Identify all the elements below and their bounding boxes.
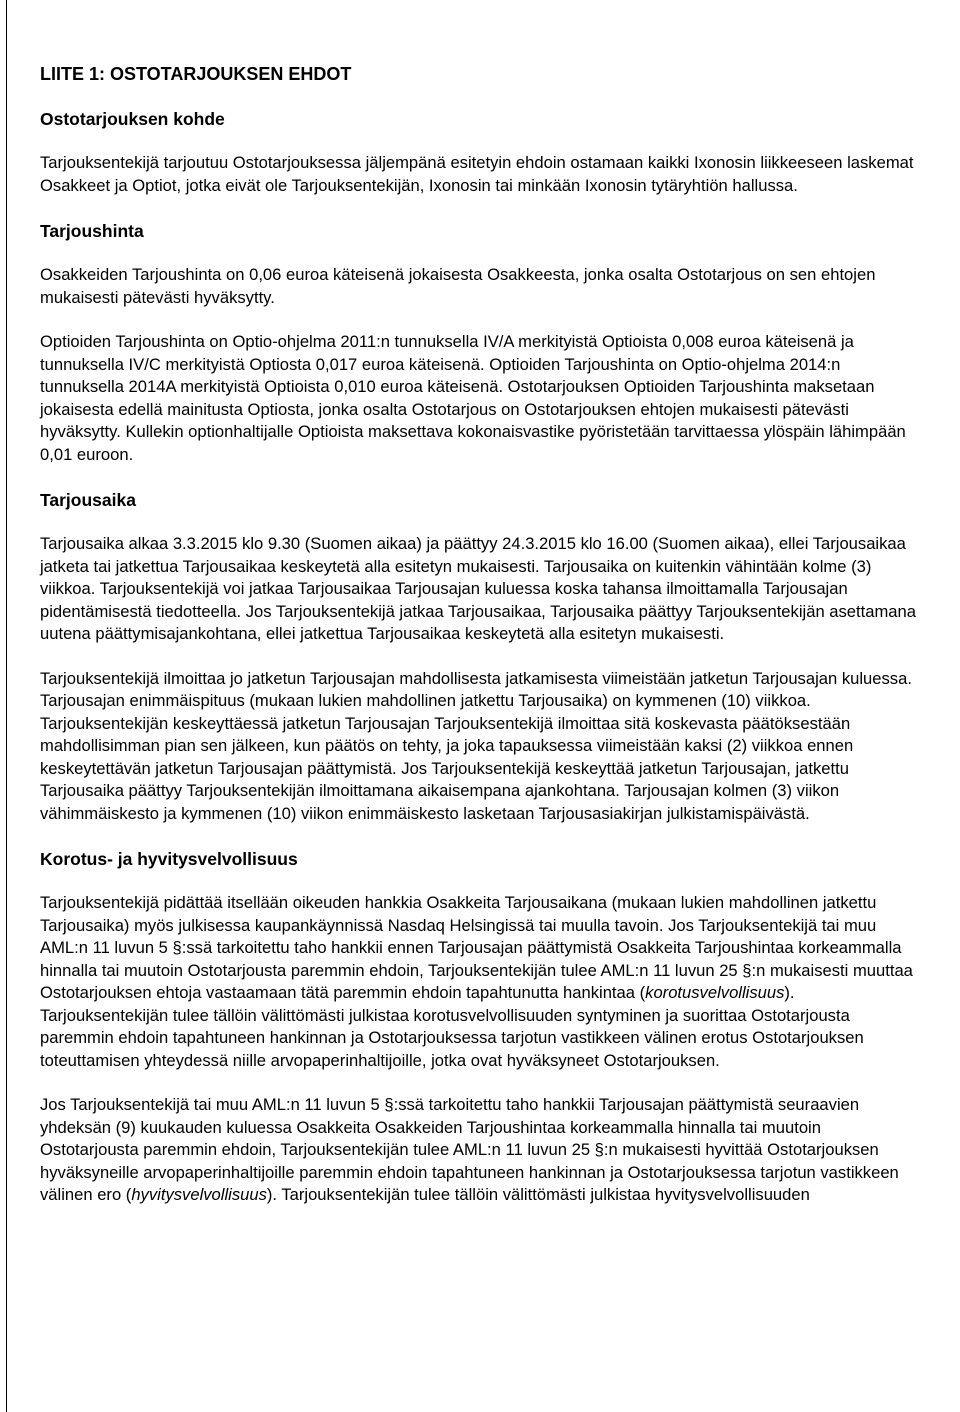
heading-korotus-ja-hyvitysvelvollisuus: Korotus- ja hyvitysvelvollisuus: [40, 849, 298, 869]
document-page: [40, 62, 918, 1229]
term-hyvitysvelvollisuus: hyvitysvelvollisuus: [131, 1185, 267, 1204]
term-korotusvelvollisuus: korotusvelvollisuus: [645, 983, 785, 1002]
heading-ostotarjouksen-kohde: Ostotarjouksen kohde: [40, 109, 225, 129]
text-segment: Tarjouksentekijä pidättää itsellään oikeuden hankkia Osakkeita Tarjousaikana (mukaan lukien mahdollinen jatkettu Tarjousaika) myös julkisessa kaupankäynnissä Nasdaq Helsingissä tai muulla tavoin. Jos Tarjouksentekijä tai muu AML:n 11 luvun 5 §:ssä tarkoitettu taho hankkii ennen Tarjousajan päättymistä Osakkeita Tarjoushintaa korkeammalla hinnalla tai muutoin Ostotarjousta paremmin ehdoin, Tarjouksentekijän tulee AML:n 11 luvun 25 §:n mukaisesti muuttaa Ostotarjouksen ehtoja vastaamaan tätä paremmin ehdoin tapahtunutta hankintaa (: [40, 893, 913, 1002]
text-segment: ). Tarjouksentekijän tulee tällöin välittömästi julkistaa hyvitysvelvollisuuden: [266, 1185, 810, 1204]
paragraph-korotusvelvollisuus: [40, 892, 918, 1072]
paragraph-tarjoushinta-optiot: Optioiden Tarjoushinta on Optio-ohjelma 2011:n tunnuksella IV/A merkityistä Optioista 0,008 euroa käteisenä ja tunnuksella IV/C merkityistä Optiosta 0,017 euroa käteisenä. Optioiden Tarjoushinta on Optio-ohjelma 2014:n tunnuksella 2014A merkityistä Optioista 0,010 euroa käteisenä. Ostotarjouksen Optioiden Tarjoushinta maksetaan jokaisesta edellä mainitusta Optiosta, jonka osalta Ostotarjous on Ostotarjouksen ehtojen mukaisesti pätevästi hyväksytty. Kullekin optionhaltijalle Optioista maksettava kokonaisvastike pyöristetään tarvittaessa ylöspäin lähimpään 0,01 euroon.: [40, 332, 906, 464]
text-segment: ). Tarjouksentekijän tulee tällöin välittömästi julkistaa korotusvelvollisuuden syntyminen ja suorittaa Ostotarjousta paremmin ehdoin tapahtuneen hankinnan ja Ostotarjouksessa tarjotun vastikkeen välinen erotus Ostotarjouksen toteuttamisen yhteydessä niille arvopaperinhaltijoille, jotka ovat hyväksyneet Ostotarjouksen.: [40, 983, 864, 1070]
page-title: LIITE 1: OSTOTARJOUKSEN EHDOT: [40, 64, 352, 84]
paragraph-hyvitysvelvollisuus: [40, 1094, 918, 1207]
paragraph-tarjousaika-2: Tarjouksentekijä ilmoittaa jo jatketun Tarjousajan mahdollisesta jatkamisesta viimeistään jatketun Tarjousajan kuluessa. Tarjousajan enimmäispituus (mukaan lukien mahdollinen jatkettu Tarjousaika) on kymmenen (10) viikkoa. Tarjouksentekijän keskeyttäessä jatketun Tarjousajan Tarjouksentekijä ilmoittaa sitä koskevasta päätöksestään mahdollisimman pian sen jälkeen, kun päätös on tehty, ja joka tapauksessa viimeistään kaksi (2) viikkoa ennen keskeytettävän jatketun Tarjousajan päättymistä. Jos Tarjouksentekijä keskeyttää jatketun Tarjousajan, jatkettu Tarjousaika päättyy Tarjouksentekijän ilmoittamana aikaisempana ajankohtana. Tarjousajan kolmen (3) viikon vähimmäiskesto ja kymmenen (10) viikon enimmäiskesto lasketaan Tarjousasiakirjan julkistamispäivästä.: [40, 668, 912, 823]
paragraph-tarjousaika-1: Tarjousaika alkaa 3.3.2015 klo 9.30 (Suomen aikaa) ja päättyy 24.3.2015 klo 16.00 (Suomen aikaa), ellei Tarjousaikaa jatketa tai jatkettua Tarjousaikaa keskeytetä alla esitetyn mukaisesti. Tarjousaika on kuitenkin vähintään kolme (3) viikkoa. Tarjouksentekijä voi jatkaa Tarjousaikaa Tarjousajan kuluessa koska tahansa ilmoittamalla Tarjousajan pidentämisestä tiedotteella. Jos Tarjouksentekijä jatkaa Tarjousaikaa, Tarjousaika päättyy Tarjouksentekijän asettamana uutena päättymisajankohtana, ellei jatkettua Tarjousaikaa keskeytetä alla esitetyn mukaisesti.: [40, 534, 916, 643]
text-segment: Jos Tarjouksentekijä tai muu AML:n 11 luvun 5 §:ssä tarkoitettu taho hankkii Tarjousajan päättymistä seuraavien yhdeksän (9) kuukauden kuluessa Osakkeita Osakkeiden Tarjoushintaa korkeammalla hinnalla tai muutoin Ostotarjousta paremmin ehdoin, Tarjouksentekijän tulee AML:n 11 luvun 25 §:n mukaisesti hyvittää Ostotarjouksen hyväksyneille arvopaperinhaltijoille paremmin ehdoin tapahtuneen hankinnan ja Ostotarjouksessa tarjotun vastikkeen välinen ero (: [40, 1095, 899, 1204]
paragraph-kohde: Tarjouksentekijä tarjoutuu Ostotarjouksessa jäljempänä esitetyin ehdoin ostamaan kaikki Ixonosin liikkeeseen laskemat Osakkeet ja Optiot, jotka eivät ole Tarjouksentekijän, Ixonosin tai minkään Ixonosin tytäryhtiön hallussa.: [40, 153, 914, 195]
left-margin-rule: [6, 0, 7, 1412]
heading-tarjousaika: Tarjousaika: [40, 490, 136, 510]
paragraph-tarjoushinta-osakkeet: Osakkeiden Tarjoushinta on 0,06 euroa käteisenä jokaisesta Osakkeesta, jonka osalta Ostotarjous on sen ehtojen mukaisesti pätevästi hyväksytty.: [40, 265, 876, 307]
heading-tarjoushinta: Tarjoushinta: [40, 221, 144, 241]
